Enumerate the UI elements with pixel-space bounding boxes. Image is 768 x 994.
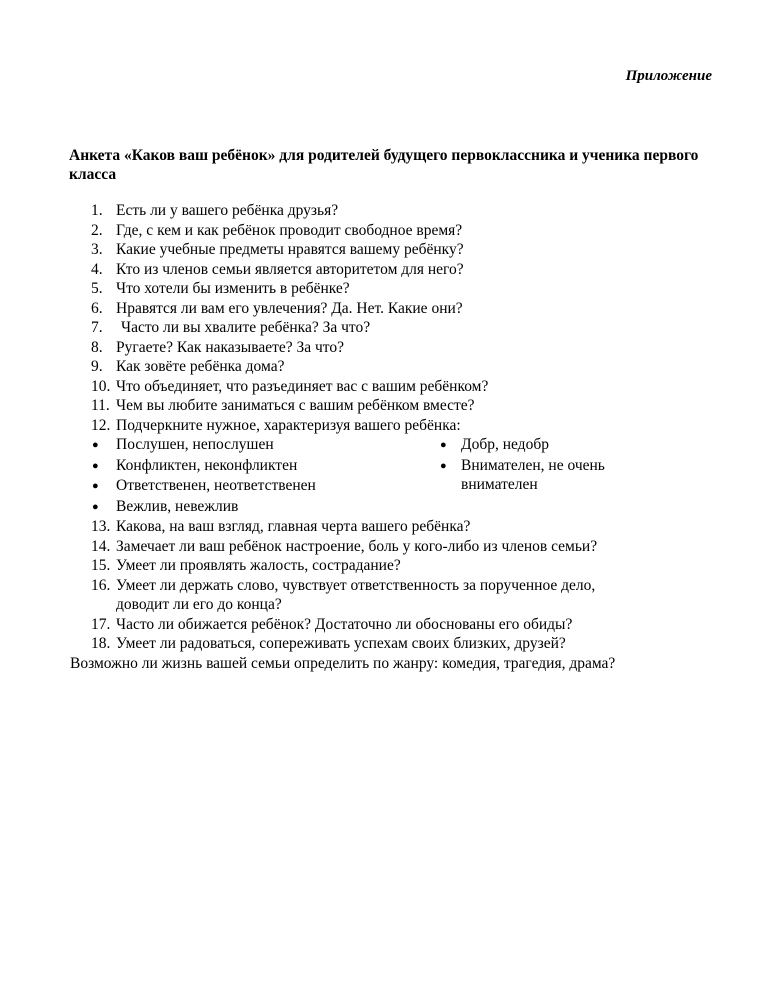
question-text: Как зовёте ребёнка дома?	[116, 358, 285, 375]
question-text: Какова, на ваш взгляд, главная черта вашего ребёнка?	[116, 518, 471, 535]
trait-row	[0, 435, 768, 456]
question-text: Умеет ли проявлять жалость, сострадание?	[116, 557, 401, 574]
question-item	[0, 201, 768, 221]
question-text: Что хотели бы изменить в ребёнке?	[116, 280, 350, 297]
question-number: 18.	[91, 635, 111, 652]
question-number: 2.	[91, 221, 103, 239]
question-item	[0, 634, 768, 654]
question-text: Нравятся ли вам его увлечения? Да. Нет. Какие они?	[116, 299, 463, 317]
question-text: Ругаете? Как наказываете? За что?	[116, 338, 344, 356]
question-number: 6.	[91, 299, 103, 317]
question-text: Подчеркните нужное, характеризуя вашего ребёнка:	[116, 416, 461, 434]
trait-row	[0, 497, 768, 518]
question-text: Часто ли вы хвалите ребёнка? За что?	[121, 319, 371, 336]
bullet-icon: ●	[440, 439, 447, 451]
question-number: 11.	[91, 397, 110, 414]
question-item	[0, 279, 768, 299]
question-text: Умеет ли радоваться, сопереживать успехам своих близких, друзей?	[116, 635, 566, 652]
question-number: 4.	[91, 260, 103, 278]
question-text-continuation: доводит ли его до конца?	[116, 596, 282, 613]
trait-option-continuation: внимателен	[461, 476, 538, 493]
questionnaire-title: Анкета «Каков ваш ребёнок» для родителей будущего первоклассника и ученика первого класса	[69, 147, 699, 183]
question-text: Есть ли у вашего ребёнка друзья?	[116, 202, 339, 219]
question-text: Какие учебные предметы нравятся вашему ребёнку?	[116, 241, 464, 258]
question-text: Замечает ли ваш ребёнок настроение, боль у кого-либо из членов семьи?	[116, 537, 598, 555]
trait-row	[0, 456, 768, 477]
question-item	[0, 240, 768, 260]
bullet-icon: ●	[440, 459, 447, 472]
question-text: Чем вы любите заниматься с вашим ребёнком вместе?	[116, 397, 475, 414]
question-text: Часто ли обижается ребёнок? Достаточно ли обоснованы его обиды?	[116, 615, 573, 633]
question-item	[0, 537, 768, 557]
question-item	[0, 377, 768, 397]
bullet-icon: ●	[92, 459, 99, 472]
question-number: 12.	[91, 416, 111, 434]
question-text: Что объединяет, что разъединяет вас с вашим ребёнком?	[116, 377, 489, 395]
question-item	[0, 338, 768, 358]
question-number: 14.	[91, 537, 111, 555]
question-number: 5.	[91, 280, 103, 297]
bullet-icon: ●	[92, 480, 99, 492]
trait-row	[0, 476, 768, 497]
question-number: 10.	[91, 377, 111, 395]
question-item	[0, 517, 768, 537]
question-number: 15.	[91, 557, 111, 574]
question-text: Где, с кем и как ребёнок проводит свободное время?	[116, 221, 463, 239]
questionnaire-body	[0, 201, 768, 673]
question-number: 16.	[91, 576, 111, 594]
question-number: 1.	[91, 202, 103, 219]
question-item	[0, 396, 768, 416]
question-number: 8.	[91, 338, 103, 356]
trait-option: Вежлив, невежлив	[116, 497, 239, 515]
question-text: Кто из членов семьи является авторитетом для него?	[116, 260, 464, 278]
question-item	[0, 416, 768, 436]
trait-option: Добр, недобр	[461, 436, 549, 453]
question-item	[0, 299, 768, 319]
question-item	[0, 260, 768, 280]
question-item	[0, 615, 768, 635]
final-question	[0, 654, 768, 674]
question-number: 13.	[91, 518, 111, 535]
question-item	[0, 318, 768, 338]
trait-option: Конфликтен, неконфликтен	[116, 456, 298, 474]
question-item	[0, 576, 768, 615]
trait-option: Послушен, непослушен	[116, 436, 274, 453]
question-text: Умеет ли держать слово, чувствует ответственность за порученное дело,	[116, 576, 596, 594]
appendix-label: Приложение	[625, 68, 712, 84]
question-number: 7.	[91, 319, 103, 336]
bullet-icon: ●	[92, 500, 99, 513]
question-item	[0, 556, 768, 576]
question-number: 3.	[91, 241, 103, 258]
final-question-text: Возможно ли жизнь вашей семьи определить по жанру: комедия, трагедия, драма?	[70, 654, 616, 672]
trait-option: Внимателен, не очень	[461, 456, 605, 474]
question-item	[0, 221, 768, 241]
trait-option: Ответственен, неответственен	[116, 477, 316, 494]
question-item	[0, 357, 768, 377]
question-number: 17.	[91, 615, 111, 633]
bullet-icon: ●	[92, 439, 99, 451]
question-number: 9.	[91, 358, 103, 375]
